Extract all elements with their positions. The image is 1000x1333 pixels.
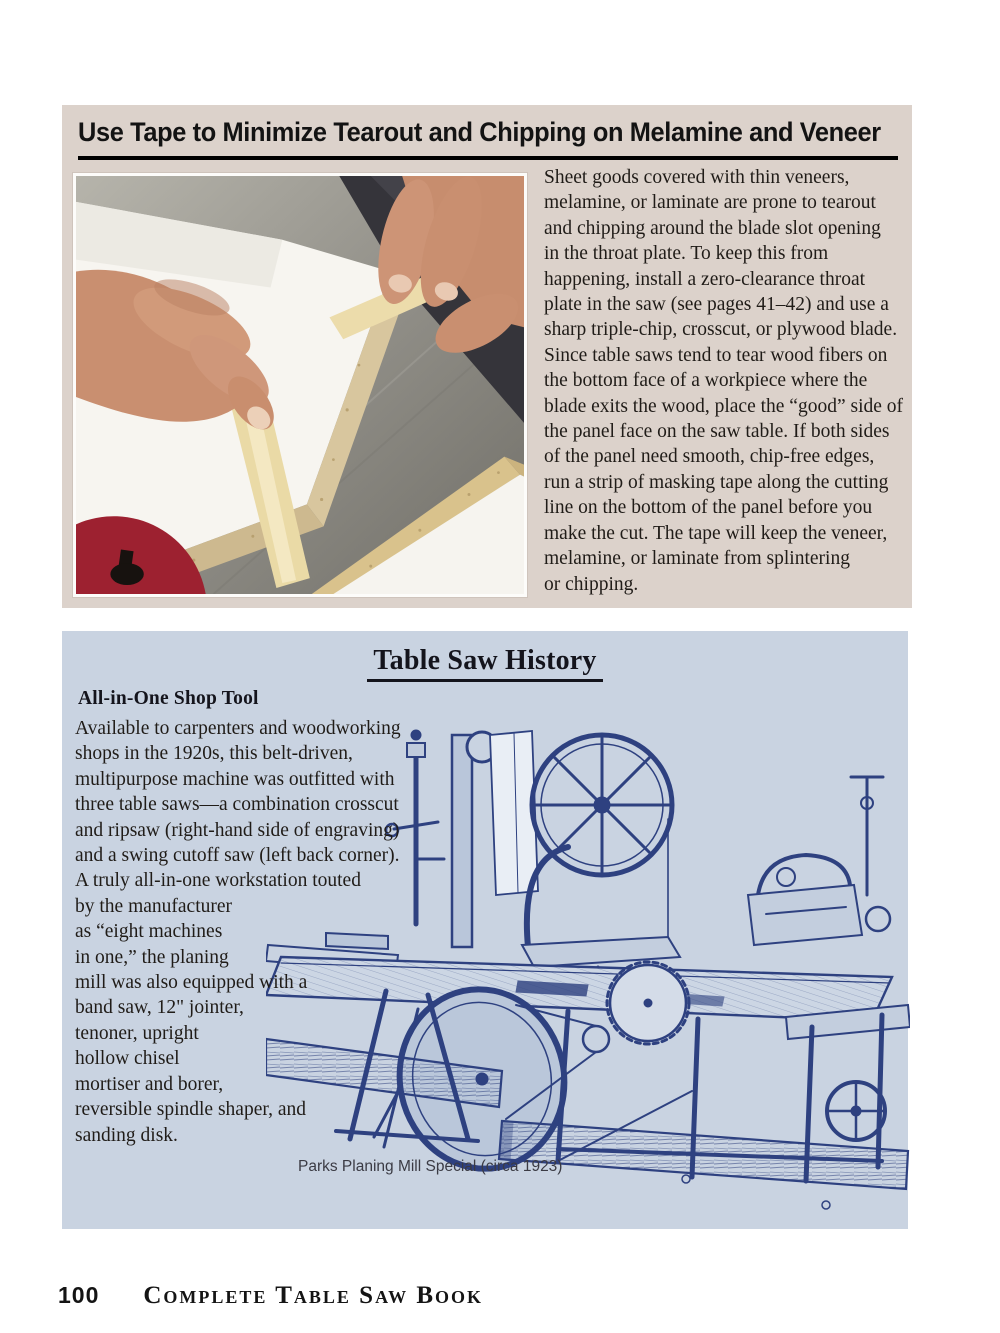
band-saw — [452, 731, 680, 991]
page-footer — [58, 1282, 483, 1310]
engraving-caption: Parks Planing Mill Special (circa 1923) — [298, 1158, 563, 1175]
tip-title-underline — [78, 117, 898, 160]
circular-saw-blade — [607, 962, 689, 1044]
cutoff-saw — [748, 777, 890, 945]
history-subtitle: All-in-One Shop Tool — [78, 688, 259, 709]
history-title: Table Saw History — [367, 645, 602, 682]
tip-title: Use Tape to Minimize Tearout and Chipping on Melamine and Veneer — [78, 117, 881, 147]
tip-body-text: Sheet goods covered with thin veneers, melamine, or laminate are prone to tearout and chipping around the blade slot opening in the throat plate. To keep this from happening, install a zero-clearance throat plate in the saw (see pages 41–42) and use a sharp triple-chip, crosscut, or plywood blade. Since table saws tend to tear wood fibers on the bottom face of a workpiece where the blade exits the wood, place the “good” side of the panel face on the saw table. If both sides of the panel need smooth, chip-free edges, run a strip of masking tape along the cutting line on the bottom of the panel before you make the cut. The tape will keep the veneer, melamine, or laminate from splintering or chipping. — [544, 167, 904, 595]
tip-panel — [62, 105, 912, 608]
book-title: Complete Table Saw Book — [143, 1282, 484, 1309]
handwheel — [827, 1082, 885, 1140]
history-panel — [62, 631, 908, 1229]
history-body-text: Available to carpenters and woodworking shops in the 1920s, this belt-driven, multipurpose machine was outfitted with three table saws—a combination crosscut and ripsaw (right-hand side of engraving) and a swing cutoff saw (left back corner). A truly all-in-one workstation touted by the manufacturer as “eight machines in one,” the planing mill was also equipped with a band saw, 12" jointer, tenoner, upright hollow chisel mortiser and borer, reversible spindle shaper, and sanding disk. — [75, 718, 401, 1146]
tip-photo — [72, 172, 528, 598]
history-title-row — [62, 645, 908, 682]
taping-photo-illustration — [76, 176, 524, 594]
page-number: 100 — [58, 1282, 100, 1308]
